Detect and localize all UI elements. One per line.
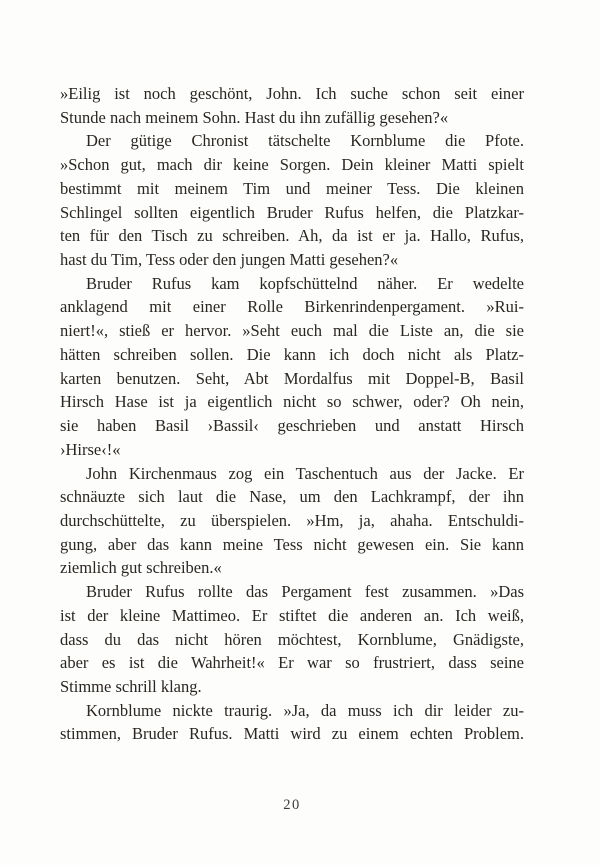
text-line: ›Hirse‹!«: [60, 439, 121, 459]
paragraph: [60, 462, 524, 581]
text-line: Hirsch Hase ist ja eigentlich nicht so schwer, oder? Oh nein,: [60, 392, 524, 412]
text-line: »Schon gut, mach dir keine Sorgen. Dein kleiner Matti spielt: [60, 155, 524, 175]
text-line: ten für den Tisch zu schreiben. Ah, da ist er ja. Hallo, Rufus,: [60, 226, 524, 246]
paragraph: [60, 82, 524, 129]
text-line: sie haben Basil ›Bassil‹ geschrieben und anstatt Hirsch: [60, 416, 524, 436]
text-line: aber es ist die Wahrheit!« Er war so frustriert, dass seine: [60, 653, 524, 673]
text-line: karten benutzen. Seht, Abt Mordalfus mit Doppel-B, Basil: [60, 368, 524, 388]
text-line: Bruder Rufus kam kopfschüttelnd näher. Er wedelte: [86, 273, 524, 293]
text-line: stimmen, Bruder Rufus. Matti wird zu einem echten Problem.: [60, 724, 524, 744]
text-line: durchschüttelte, zu überspielen. »Hm, ja, ahaha. Entschuldi-: [60, 510, 524, 530]
text-line: hätten schreiben sollen. Die kann ich doch nicht als Platz-: [60, 344, 524, 364]
paragraph: [60, 272, 524, 462]
text-line: John Kirchenmaus zog ein Taschentuch aus der Jacke. Er: [86, 463, 524, 483]
text-line: »Eilig ist noch geschönt, John. Ich suche schon seit einer: [60, 84, 524, 103]
paragraph: [60, 580, 524, 699]
text-line: anklagend mit einer Rolle Birkenrindenpergament. »Rui-: [60, 297, 524, 317]
text-line: bestimmt mit meinem Tim und meiner Tess. Die kleinen: [60, 178, 524, 198]
text-line: ist der kleine Mattimeo. Er stiftet die anderen an. Ich weiß,: [60, 605, 524, 625]
page-number: 20: [283, 797, 301, 813]
text-line: niert!«, stieß er hervor. »Seht euch mal die Liste an, die sie: [60, 321, 524, 341]
text-line: gung, aber das kann meine Tess nicht gewesen ein. Sie kann: [60, 534, 524, 554]
text-line: hast du Tim, Tess oder den jungen Matti gesehen?«: [60, 250, 399, 270]
text-line: schnäuzte sich laut die Nase, um den Lachkrampf, der ihn: [60, 487, 524, 507]
text-line: ziemlich gut schreiben.«: [60, 558, 222, 578]
paragraph: [60, 129, 524, 271]
text-line: dass du das nicht hören möchtest, Kornblume, Gnädigste,: [60, 629, 524, 649]
text-block: [60, 82, 524, 746]
paragraph: [60, 699, 524, 746]
text-line: Der gütige Chronist tätschelte Kornblume die Pfote.: [86, 131, 524, 151]
text-line: Bruder Rufus rollte das Pergament fest zusammen. »Das: [86, 582, 524, 602]
text-line: Stunde nach meinem Sohn. Hast du ihn zufällig gesehen?«: [60, 107, 449, 127]
text-line: Stimme schrill klang.: [60, 676, 202, 696]
text-line: Kornblume nickte traurig. »Ja, da muss ich dir leider zu-: [86, 700, 524, 720]
text-line: Schlingel sollten eigentlich Bruder Rufus helfen, die Platzkar-: [60, 202, 524, 222]
